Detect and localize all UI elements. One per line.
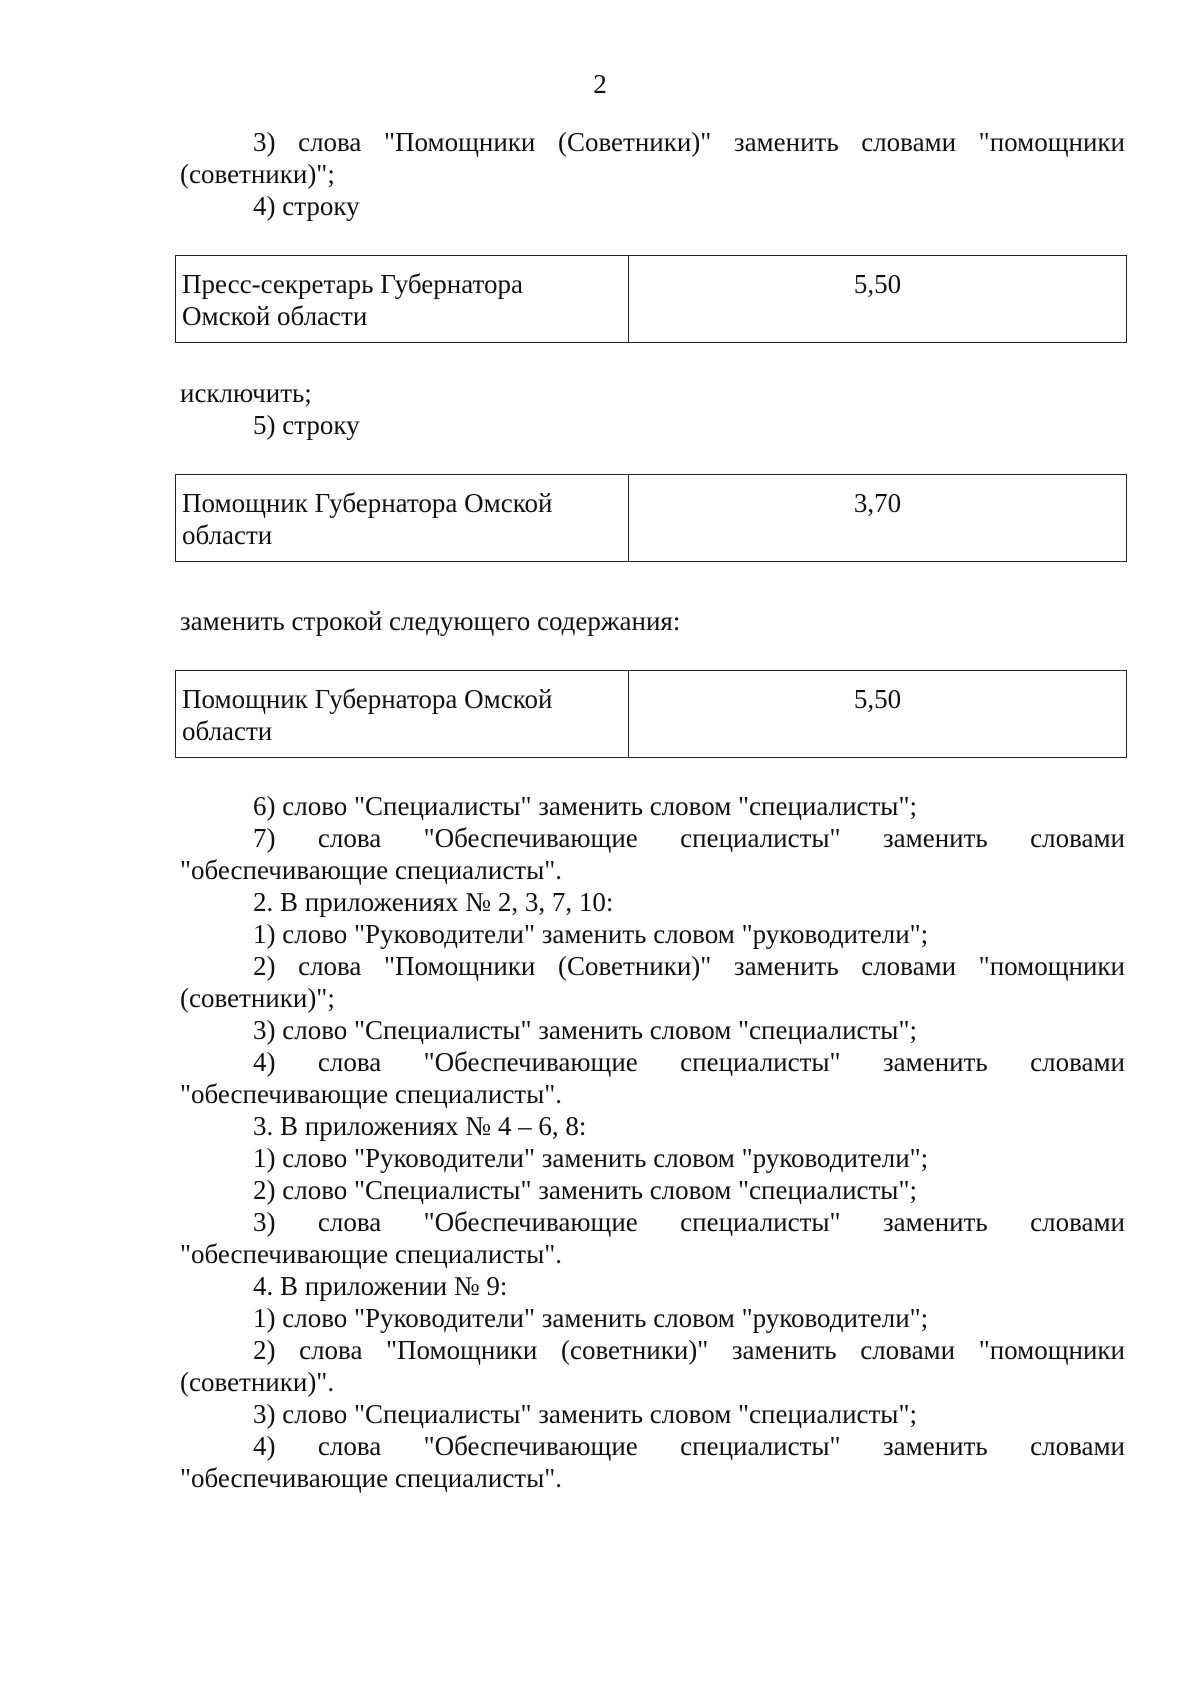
- paragraph-section-3-item-3: 3) слова "Обеспечивающие специалисты" заменить словами: [253, 1207, 1125, 1237]
- table-cell-value: 3,70: [629, 475, 1127, 562]
- paragraph-section-4: 4. В приложении № 9:: [253, 1271, 508, 1301]
- paragraph-section-2-item-1: 1) слово "Руководители" заменить словом "руководители";: [253, 919, 929, 949]
- paragraph-section-2-item-4-continuation: "обеспечивающие специалисты".: [180, 1079, 563, 1109]
- table-cell-position: [176, 256, 629, 343]
- paragraph-section-2: 2. В приложениях № 2, 3, 7, 10:: [253, 887, 614, 917]
- table-cell-position: [176, 475, 629, 562]
- paragraph-section-4-item-4: 4) слова "Обеспечивающие специалисты" заменить словами: [253, 1431, 1125, 1461]
- paragraph-replace-with: заменить строкой следующего содержания:: [180, 606, 681, 636]
- paragraph-section-3: 3. В приложениях № 4 – 6, 8:: [253, 1111, 587, 1141]
- paragraph-section-3-item-1: 1) слово "Руководители" заменить словом "руководители";: [253, 1143, 929, 1173]
- paragraph-item-5: 5) строку: [253, 410, 360, 440]
- paragraph-item-3: 3) слова "Помощники (Советники)" заменить словами "помощники: [253, 127, 1125, 157]
- paragraph-item-3-continuation: (советники)";: [180, 159, 335, 189]
- position-name-line1: Помощник Губернатора Омской: [182, 684, 553, 714]
- paragraph-section-3-item-3-continuation: "обеспечивающие специалисты".: [180, 1239, 563, 1269]
- table-cell-value: 5,50: [629, 671, 1127, 758]
- paragraph-section-2-item-4: 4) слова "Обеспечивающие специалисты" заменить словами: [253, 1047, 1125, 1077]
- position-name-line1: Пресс-секретарь Губернатора: [182, 269, 523, 299]
- table-assistant-old: [175, 474, 1127, 562]
- position-name-line1: Помощник Губернатора Омской: [182, 488, 553, 518]
- paragraph-section-2-item-2: 2) слова "Помощники (Советники)" заменить словами "помощники: [253, 951, 1125, 981]
- table-assistant-new: [175, 670, 1127, 758]
- paragraph-item-7-continuation: "обеспечивающие специалисты".: [180, 855, 563, 885]
- paragraph-item-4: 4) строку: [253, 191, 360, 221]
- table-row: [176, 256, 1127, 343]
- table-row: [176, 671, 1127, 758]
- paragraph-exclude: исключить;: [180, 378, 312, 408]
- document-body: [180, 126, 1125, 1494]
- paragraph-section-4-item-3: 3) слово "Специалисты" заменить словом "специалисты";: [253, 1399, 917, 1429]
- table-cell-value: 5,50: [629, 256, 1127, 343]
- paragraph-section-3-item-2: 2) слово "Специалисты" заменить словом "специалисты";: [253, 1175, 917, 1205]
- table-press-secretary: [175, 255, 1127, 343]
- page-number: 2: [593, 69, 607, 99]
- paragraph-section-2-item-2-continuation: (советники)";: [180, 983, 335, 1013]
- paragraph-section-4-item-2-continuation: (советники)".: [180, 1367, 335, 1397]
- position-name-line2: области: [182, 716, 273, 746]
- position-name-line2: Омской области: [182, 301, 368, 331]
- paragraph-section-2-item-3: 3) слово "Специалисты" заменить словом "специалисты";: [253, 1015, 917, 1045]
- paragraph-section-4-item-4-continuation: "обеспечивающие специалисты".: [180, 1463, 563, 1493]
- table-row: [176, 475, 1127, 562]
- table-cell-position: [176, 671, 629, 758]
- paragraph-section-4-item-2: 2) слова "Помощники (советники)" заменить словами "помощники: [253, 1335, 1125, 1365]
- paragraph-section-4-item-1: 1) слово "Руководители" заменить словом "руководители";: [253, 1303, 929, 1333]
- paragraph-item-6: 6) слово "Специалисты" заменить словом "специалисты";: [253, 791, 917, 821]
- paragraph-item-7: 7) слова "Обеспечивающие специалисты" заменить словами: [253, 823, 1125, 853]
- position-name-line2: области: [182, 520, 273, 550]
